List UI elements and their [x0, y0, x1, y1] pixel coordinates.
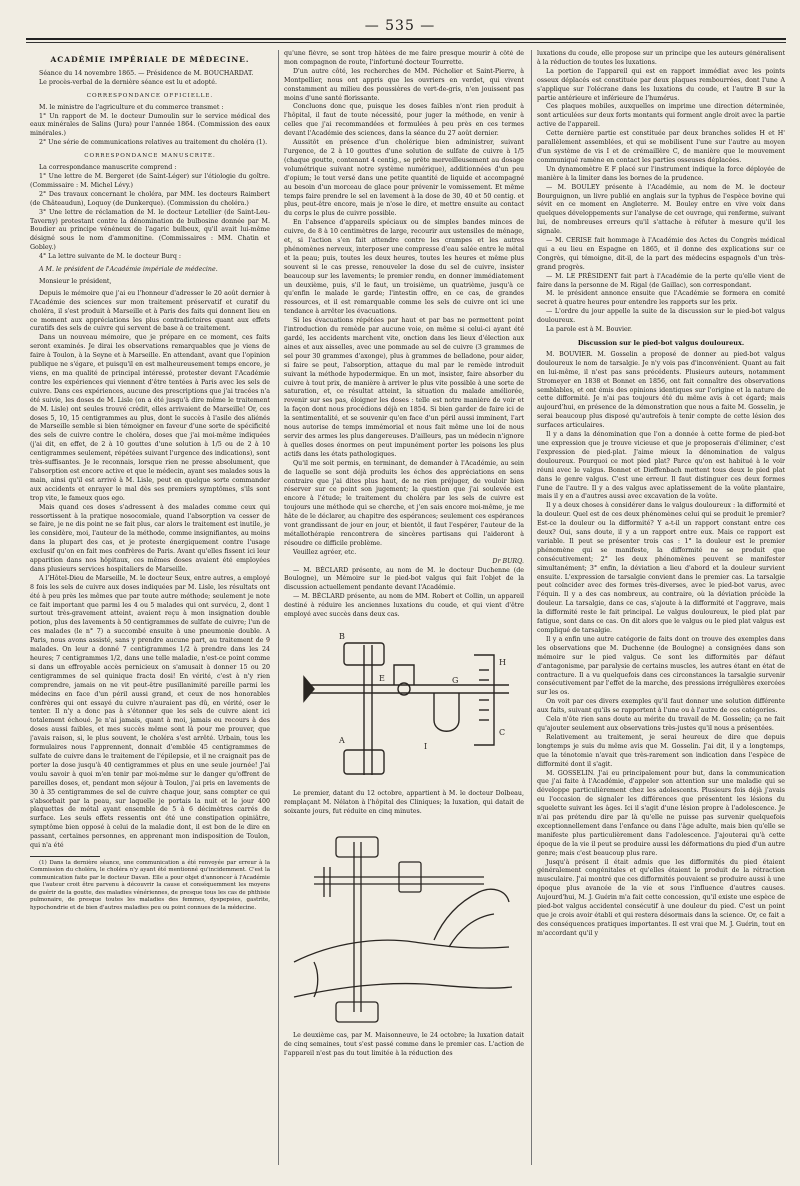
subheading: CORRESPONDANCE OFFICIELLE. — [86, 92, 214, 99]
column-3 — [537, 50, 785, 1174]
svg-text:A: A — [339, 736, 345, 745]
svg-text:C: C — [499, 728, 506, 737]
paragraph: 2° Une série de communications relatives au traitement du choléra (1). — [39, 139, 268, 147]
paragraph: 1° Une lettre de M. Bergeret (de Saint-Léger) sur l'étiologie du goître. (Commissaire : M. Michel Lévy.) — [30, 172, 270, 189]
header-rule — [26, 38, 786, 40]
figure-caption: Le deuxième cas, par M. Maisonneuve, le 24 octobre; la luxation datait de cinq semaines, tout s'est passé comme dans le premier cas. L'action de l'appareil n'est pas du tout limitée à la réduction des — [284, 1031, 524, 1057]
salutation: Monsieur le président, — [39, 277, 112, 285]
column-2 — [284, 50, 524, 1174]
paragraph: — M. BOULEY présente à l'Académie, au nom de M. le docteur Bourguignon, un livre publié en anglais sur la typhus de l'espèce bovine qui sévit en ce moment en Angleterre. M. Bouley entre en vive voix dans quelques développements sur l'analyse de cet ouvrage, qui renferme, suivant lui, de nombreuses erreurs qu'il s'attache à réfuter à mesure qu'il les signale. — [537, 183, 785, 236]
paragraph: En l'absence d'appareils spéciaux ou de simples bandes minces de cuivre, de 8 à 10 centimètres de large, recourir aux ustensiles de ménage, et, si l'action s'en fait attendre contre les crampes et les autres phénomènes nerveux, interposer une compresse d'eau salée entre le métal et la peau; puis, toutes les deux heures, toutes les heures et même plus souvent si le cas presse, renouveler la dose du sel de cuivre, insister beaucoup sur les lavements; le premier rendu, en donner immédiatement un deuxième, puis, s'il le faut, un troisième, un quatrième, jusqu'à ce qu'enfin le malade le garde; l'intestin offre, en ce cas, de grandes ressources, et il est remarquable comme les sels de cuivre ont ici une tendance à arrêter les évacuations. — [284, 219, 524, 316]
paragraph: La portion de l'appareil qui est en rapport immédiat avec les points osseux déplacés est constituée par deux plaques rembourrées, dont l'une A s'applique sur l'olécrane dans les luxations du coude, et l'autre B sur la partie antérieure et inférieure de l'humérus. — [537, 67, 785, 102]
footnote: (1) Dans la dernière séance, une communication a été renvoyée par erreur à la Commission du choléra, le choléra n'y ayant été mentionné qu'incidemment. C'est la communication faite par le docteur Davan. Elle a pour objet d'annoncer à l'Académie que l'auteur croit être parvenu à découvrir la cause et conséquemment les moyens de guérir de la goutte, des maladies vénériennes, de presque tous les cas de phthisie pulmonaire, de presque toutes les maladies des femmes, dyspepsies, gastrite, hypochondrie et de bien d'autres maladies peu ou point connues de la médecine. — [30, 859, 270, 911]
discussion-heading: Discussion sur le pied-bot valgus douloureux. — [577, 339, 745, 347]
paragraph: M. BOUVIER. M. Gosselin a proposé de donner au pied-bot valgus douloureux le nom de tarsalgie. Je n'y vois pas d'inconvénient. Quant au fait en lui-même, il n'est pas sans précédents. Plusieurs auteurs, notamment Stromeyer en 1838 et Bonnet en 1856, ont fait connaître des observations semblables, et ont émis des opinions identiques sur l'origine et la nature de cette difformité. Je n'ai pas toujours été du même avis à cet égard; mais aujourd'hui, en présence de la démonstration que nous a faite M. Gosselin, je serai beaucoup plus disposé qu'autrefois à tenir compte de cette lésion des surfaces articulaires. — [537, 350, 785, 430]
paragraph: Aussitôt en présence d'un cholérique bien administrer, suivant l'urgence, de 2 à 10 gouttes d'une solution de sulfate de cuivre à 1/5 (chaque goutte, contenant 4 centig., se prête merveilleusement au dosage volumétrique suivant notre système numérique), additionnées d'un peu d'opium; le tout versé dans une petite quantité de liquide et accompagné au besoin d'un morceau de glace pour prévenir le vomissement. Et même temps faire prendre le sel en lavement à la dose de 30, 40 et 50 centig. et plus, peut-être encore, mais je n'ose le dire, et mettre ensuite au contact du corps le plus de cuivre possible. — [284, 139, 524, 218]
paragraph: Jusqu'à présent il était admis que les difformités du pied étaient généralement congénitales et qu'elles étaient le produit de la rétraction musculaire. J'ai montré que ces difformités pouvaient se produire aussi à une époque plus avancée de la vie et sous l'influence d'autres causes. Aujourd'hui, M. J. Guérin m'a fait cette concession, qu'il existe une espèce de pied-bot valgus accidentel consécutif à une douleur du pied. C'est un point que je crois avoir établi et qui restera désormais dans la science. Or, ce fait a des conséquences pratiques importantes. Il est vrai que M. J. Guérin, tout en m'accordant qu'il y — [537, 858, 785, 937]
svg-text:E: E — [379, 674, 385, 683]
paragraph: M. le président annonce ensuite que l'Académie se formera en comité secret à quatre heures pour entendre les rapports sur les prix. — [537, 290, 785, 307]
paragraph: Cela n'ôte rien sans doute au mérite du travail de M. Gosselin; ça ne fait qu'ajouter seulement aux observations très-justes qu'il nous a présentées. — [537, 716, 785, 732]
paragraph: 4° La lettre suivante de M. le docteur Burq : — [39, 253, 182, 261]
section-heading: ACADÉMIE IMPÉRIALE DE MÉDECINE. — [50, 55, 250, 64]
column-divider — [531, 50, 532, 1165]
column-divider — [278, 50, 279, 1165]
svg-text:B: B — [339, 632, 345, 641]
paragraph: — M. BÉCLARD présente, au nom de M. le docteur Duchenne (de Boulogne), un Mémoire sur le pied-bot valgus qui fait l'objet de la discussion actuellement pendante devant l'Académie. — [284, 566, 524, 592]
paragraph: Concluons donc que, puisque les doses faibles n'ont rien produit à l'hôpital, il faut de toute nécessité, pour juger la méthode, en venir à celles que j'ai recommandées et formulées à peu près en ces termes devant l'Académie des sciences, dans la séance du 27 août dernier. — [284, 103, 524, 138]
page-number: — 535 — — [364, 18, 436, 34]
figure-apparatus-on-arm — [284, 822, 524, 1027]
paragraph: D'un autre côté, les recherches de MM. Pécholier et Saint-Pierre, à Montpellier, nous ont appris que les ouvriers en verdet, qui vivent constamment au milieu des poussières de vert-de-gris, n'en jouissent pas moins d'une santé florissante. — [284, 67, 524, 102]
paragraph: Le procès-verbal de la dernière séance est lu et adopté. — [39, 78, 217, 86]
letter-address: A M. le président de l'Académie impériale de médecine. — [39, 266, 218, 274]
paragraph: La correspondance manuscrite comprend : — [39, 164, 177, 172]
paragraph: Cette dernière partie est constituée par deux branches solides H et H' parallèlement assemblées, et qui se mobilisent l'une sur l'autre au moyen d'un système de vis I et de crémaillère C, de manière que le mouvement communiqué ramène en contact les parties osseuses déplacées. — [537, 130, 785, 164]
paragraph: Si les évacuations répétées par haut et par bas ne permettent point l'introduction du remède par aucune voie, on même si celui-ci ayant été gardé, les accidents marchent vite, onction dans les lieux d'élection aux aines et aux aisselles, avec une pommade au sel de cuivre (3 grammes de sel pour 30 grammes d'axonge), plus à grammes de belladone, pour aider, si faire se peut, l'absorption, attaque du mal par le remède introduit suivant la méthode hypodermique. En un mot, insister, faire absorber du cuivre à tout prix, de manière à arriver le plus vite possible à une sorte de saturation, et, ce résultat atteint, la situation du malade améliorée, revenir sur ses pas, éloigner les doses : telle est notre manière de voir et la façon dont nous procédions déjà en 1854. Si bien garder de faire ici de la sentimentalité, et se souvenir qu'en face d'un péril aussi imminent, l'art nous autorise de temps immémorial et nous fait même une loi de nous servir des armes les plus dangereuses. D'ailleurs, pas un médecin n'ignore à quelles doses énormes on peut impunément porter les poisons les plus actifs dans les états pathologiques. — [284, 317, 524, 458]
header-rule-thin — [26, 42, 786, 43]
paragraph: La parole est à M. Bouvier. — [546, 326, 633, 334]
paragraph: — L'ordre du jour appelle la suite de la discussion sur le pied-bot valgus douloureux. — [537, 308, 785, 325]
paragraph: M. le ministre de l'agriculture et du commerce transmet : — [39, 103, 224, 111]
paragraph: Il y a enfin une autre catégorie de faits dont on trouve des exemples dans les observations que M. Duchenne (de Boulogne) a consignées dans son mémoire sur le pied valgus. Ce sont les difformités par défaut d'antagonisme, par paralysie de certains muscles, les autres étant en état de contracture. Il a vu quelquefois dans ces circonstances la tarsalgie survenir consécutivement par l'effet de la marche, des pressions irrégulières exercées sur les os. — [537, 635, 785, 697]
paragraph: — M. CERISE fait hommage à l'Académie des Actes du Congrès médical qui a eu lieu en Espagne en 1865, et il donne des explications sur ce Congrès, qui témoigne, dit-il, de la part des médecins espagnols d'un très-grand progrès. — [537, 237, 785, 271]
paragraph: Relativement au traitement, je serai heureux de dire que depuis longtemps je suis du même avis que M. Gosselin. J'ai dit, il y a longtemps, que la ténotomie n'avait que très-rarement son indication dans l'espèce de difformité dont il s'agit. — [537, 733, 785, 768]
svg-text:G: G — [452, 676, 459, 685]
footnote-rule — [30, 856, 100, 857]
paragraph: — M. LE PRÉSIDENT fait part à l'Académie de la perte qu'elle vient de faire dans la personne de M. Rigal (de Gaillac), son correspondant. — [537, 272, 785, 289]
figure-reduction-apparatus — [284, 625, 524, 785]
paragraph: 1° Un rapport de M. le docteur Dumoulin sur le service médical des eaux minérales de Salins (Jura) pour l'année 1864. (Commission des eaux minérales.) — [30, 112, 270, 138]
paragraph: luxations du coude, elle propose sur un principe que les auteurs généralisent à la réduction de toutes les luxations. — [537, 50, 785, 66]
column-1 — [30, 50, 270, 1174]
paragraph: On voit par ces divers exemples qu'il faut donner une solution différente aux faits, suivant qu'ils se rapportent à l'une ou à l'autre de ces catégories. — [537, 698, 785, 715]
paragraph: Il y a dans la dénomination que l'on a donnée à cette forme de pied-bot une expression que je trouve vicieuse et que je proposerais d'éliminer, c'est l'expression de pied-plat. J'aime mieux la dénomination de valgus douloureux. Pourquoi ce mot pied plat? Parce qu'on est habitué à le voir réuni avec le valgus. Bonnet et Dieffenbach mettent tous deux le pied plat dans le genre valgus. C'est une erreur. Il faut distinguer ces deux formes l'une de l'autre. Il y a des valgus avec aplatissement de la voûte plantaire, mais il y en a d'autres aussi avec excavation de la voûte. — [537, 431, 785, 501]
signature: Dr BURQ. — [492, 557, 524, 565]
figure-caption: Le premier, datant du 12 octobre, appartient à M. le docteur Dolbeau, remplaçant M. Nélaton à l'hôpital des Cliniques; la luxation, qui datait de soixante jours, fut réduite en cinq minutes. — [284, 790, 524, 815]
paragraph: 2° Des travaux concernant le choléra, par MM. les docteurs Raimbert (de Châteaudun), Loquoy (de Dunkerque). (Commission du choléra.) — [30, 190, 270, 207]
subheading: CORRESPONDANCE MANUSCRITE. — [84, 153, 216, 160]
paragraph: A l'Hôtel-Dieu de Marseille, M. le docteur Seux, entre autres, a employé 8 fois les sels de cuivre aux doses indiquées par M. Lisle, les résultats ont été à peu près les mêmes que par toute autre méthode; seulement je note ce fait important que parmi les 4 ou 5 malades qui ont survécu, 2, dont 1 surtout très-gravement atteint, avaient reçu à mon insignation double potion, plus des lavements à 50 centigrammes de sulfate de cuivre; l'un de ces malades (le n° 7) a succombé ensuite à une pneumonie double. A Paris, nous avons assisté, sans y prendre aucune part, au traitement de 9 malades. On leur a donné 7 centigrammes 1/2 à prendre dans les 24 heures; 7 centigrammes 1/2, dans une telle maladie, n'est-ce point comme si dans un effroyable accès pernicieux on s'amusait à donner 15 ou 20 centigrammes de sel quinique fracta dosi! En vérité, c'est à n'y rien comprendre, jamais on ne vit peut-être pusillanimité pareille parmi les médecins en face d'un péril aussi grand, et ceux de nos honorables confrères qui ont essayé du cuivre n'auraient pas dû, en vérité, oser le tenter. Il n'y a donc pas à s'étonner que les sels de cuivre aient ici totalement échoué. Je n'ai jamais, quant à moi, jamais eu recours à des doses aussi faibles, et mes succès même sont là pour me prouver, que j'avais raison, si, le plus souvent, le choléra s'est arrêté. Urbain, tous les formulaires nous l'apprennent, donnait d'emblée 45 centigrammes de sulfate de cuivre dans le traitement de l'épilepsie, et il ne craignait pas de porter la dose jusqu'à 40 centigrammes et plus en une seule journée! J'ai voulu savoir à quoi m'en tenir par moi-même sur le danger qu'offrent de pareilles doses, et, pendant mon séjour à Toulon, j'ai pris en lavements de 30 à 35 centigrammes de sel de cuivre chaque jour, sans compter ce qui s'absorbait par la peau, sur laquelle je portais la nuit et le jour 400 plaquettes de métal ayant ensemble de 5 à 6 décimètres carrés de surface. Les seuls effets ressentis ont été une constipation opiniâtre, symptôme bien opposé à celui de la maladie dont, il est bon de le dire en passant, certaines personnes, en apprenant mon indisposition de Toulon, qui n'a été — [30, 574, 270, 850]
paragraph: Ces plaques mobiles, auxquelles on imprime une direction déterminée, sont articulées sur deux forts montants qui forment angle droit avec la partie active de l'appareil. — [537, 103, 785, 129]
svg-text:H: H — [499, 658, 506, 667]
paragraph: Qu'il me soit permis, en terminant, de demander à l'Académie, au sein de laquelle se sont déjà produits les échos des appréciations en sens contraire que j'ai dites plus haut, de ne rien préjuger, de vouloir bien réserver sur ce point son jugement; la question que j'ai soulevée est encore à l'étude; le traitement du choléra par les sels de cuivre est toujours une méthode qui se cherche, et j'en sais encore moi-même, je me hâte de le déclarer, au chapitre des espérances; seulement ces espérances vont grandissant de jour en jour, et bientôt, il faut l'espérer, l'auteur de la métallothérapie rencontrera de sincères partisans qui l'aideront à résoudre ce difficile problème. — [284, 459, 524, 547]
paragraph: — M. BÉCLARD présente, au nom de MM. Robert et Collin, un appareil destiné à réduire les anciennes luxations du coude, et qui vient d'être employé avec succès dans deux cas. — [284, 593, 524, 619]
paragraph: Dans un nouveau mémoire, que je prépare en ce moment, ces faits seront examinés. Je dirai les observations remarquables que je viens de faire à Toulon, à la Seyne et à Marseille. En attendant, avant que l'opinion publique ne s'égare, et puisqu'il en est malheureusement temps encore, je viens, en ma qualité de principal intéressé, protester devant l'Académie contre les expériences qui viennent d'être tentées à Paris avec les sels de cuivre. Dans ces expériences, aucune des prescriptions que j'ai tracées n'a été suivie, les doses de M. Lisle (on a été jusqu'à dire même le traitement de M. Lisle) ont seules trouvé crédit, elles arrivaient de Marseille! Or, ces doses 5, 10, 15 centigrammes au plus, dont le succès à l'asile des aliénés de Marseille semble si bien témoigner en faveur d'une sorte de spécificité des sels de cuivre contre le choléra, doses que j'ai moi-même indiquées (j'ai dit, en effet, de 2 à 10 gouttes d'une solution à 1/5 ou de 2 à 10 centigrammes seulement, répétées suivant l'urgence des indications), sont très-suffisantes. Je le reconnais, lorsque rien ne presse absolument, que l'absorption est encore active et que le médecin, ayant ses malades sous la main, ainsi qu'il est arrivé à M. Lisle, peut en quelque sorte commander aux accidents et enrayer le mal dès ses premiers symptômes, s'ils sont trop vite, le fameux quos ego. — [30, 334, 270, 502]
svg-text:I: I — [424, 742, 428, 751]
paragraph: Depuis le mémoire que j'ai eu l'honneur d'adresser le 20 août dernier à l'Académie des sciences sur mon traitement préservatif et curatif du choléra, il s'est produit à Marseille et à Paris des faits qui donnent lieu en ce moment aux appréciations les plus contradictoires quant aux effets curatifs des sels de cuivre qui servent de base à ce traitement. — [30, 289, 270, 333]
paragraph: 3° Une lettre de réclamation de M. le docteur Letellier (de Saint-Leu-Taverny) protestant contre la dénomination de bulbosine donnée par M. Boudier au principe vénéneux de l'agaric bulbeux, qu'il avait lui-même désigné sous le nom d'ammonitine. (Commissaires : MM. Chatin et Gobley.) — [30, 208, 270, 252]
session-line: Séance du 14 novembre 1865. — Présidence de M. BOUCHARDAT. — [39, 69, 254, 77]
paragraph: qu'une fièvre, se sont trop hâtées de me faire presque mourir à côté de mon compagnon de route, l'infortuné docteur Tourrette. — [284, 50, 524, 66]
paragraph: Veuillez agréer, etc. — [293, 548, 357, 556]
paragraph: Un dynamomètre E F placé sur l'instrument indique la force déployée de manière à la limiter dans les bornes de la prudence. — [537, 165, 785, 182]
paragraph: Il y a deux choses à considérer dans le valgus douloureux : la difformité et la douleur. Quel est de ces deux phénomènes celui qui se produit le premier? Est-ce la douleur ou la difformité? Y a-t-il un rapport constant entre ces deux? Oui, sans doute, il y a un rapport entre eux. Mais ce rapport est variable. Il peut se présenter trois cas : 1° la douleur est le premier phénomène qui se manifeste, la difformité ne se produit que consécutivement; 2° les deux phénomènes peuvent se manifester simultanément; 3° enfin, la déviation a lieu d'abord et la douleur survient ensuite. L'expression de tarsalgie convient dans le premier cas. La tarsalgie peut coïncider avec des formes très-diverses, avec le pied-bot varus, avec l'équin. Il y a des cas nombreux, au contraire, où la déviation précède la douleur. La tarsalgie, dans ce cas, s'ajoute à la difformité et l'aggrave, mais la difformité reste le fait principal. Le valgus douloureux, le pied plat par fatigue, sont dans ce cas. On dit alors que le valgus ou le pied plat valgus est compliqué de tarsalgie. — [537, 502, 785, 634]
paragraph: M. GOSSELIN. J'ai eu principalement pour but, dans la communication que j'ai faite à l'Académie, d'appeler son attention sur une maladie qui se développe particulièrement chez les adolescents. Plusieurs fois déjà j'avais eu l'occasion de signaler les différences que présentent les lésions du squelette suivant les âges. Ici il s'agit d'une lésion propre à l'adolescence. Je n'ai pas prétendu dire par là qu'elle ne puisse pas survenir quelquefois exceptionnellement dans l'enfance ou dans l'âge adulte, mais bien qu'elle se manifeste plus particulièrement dans l'adolescence. J'ajouterai qu'à cette époque de la vie il peut se produire aussi les déformations du pied d'un autre genre; mais c'est beaucoup plus rare. — [537, 769, 785, 857]
paragraph: Mais quand ces doses s'adressent à des malades comme ceux qui ressortissent à la pratique nosocomiale, quand l'absorption va cesser de se faire, je ne dis point ne se fait plus, car alors le traitement est inutile, je les considère, moi, l'auteur de la méthode, comme insignifiantes, au moins dans la plupart des cas, et je proteste énergiquement contre l'usage exclusif qu'on en fait mes confrères de Paris. Avant qu'elles fissent ici leur apparition dans nos hôpitaux, ces mêmes doses avaient été employées dans plusieurs services hospitaliers de Marseille. — [30, 503, 270, 573]
